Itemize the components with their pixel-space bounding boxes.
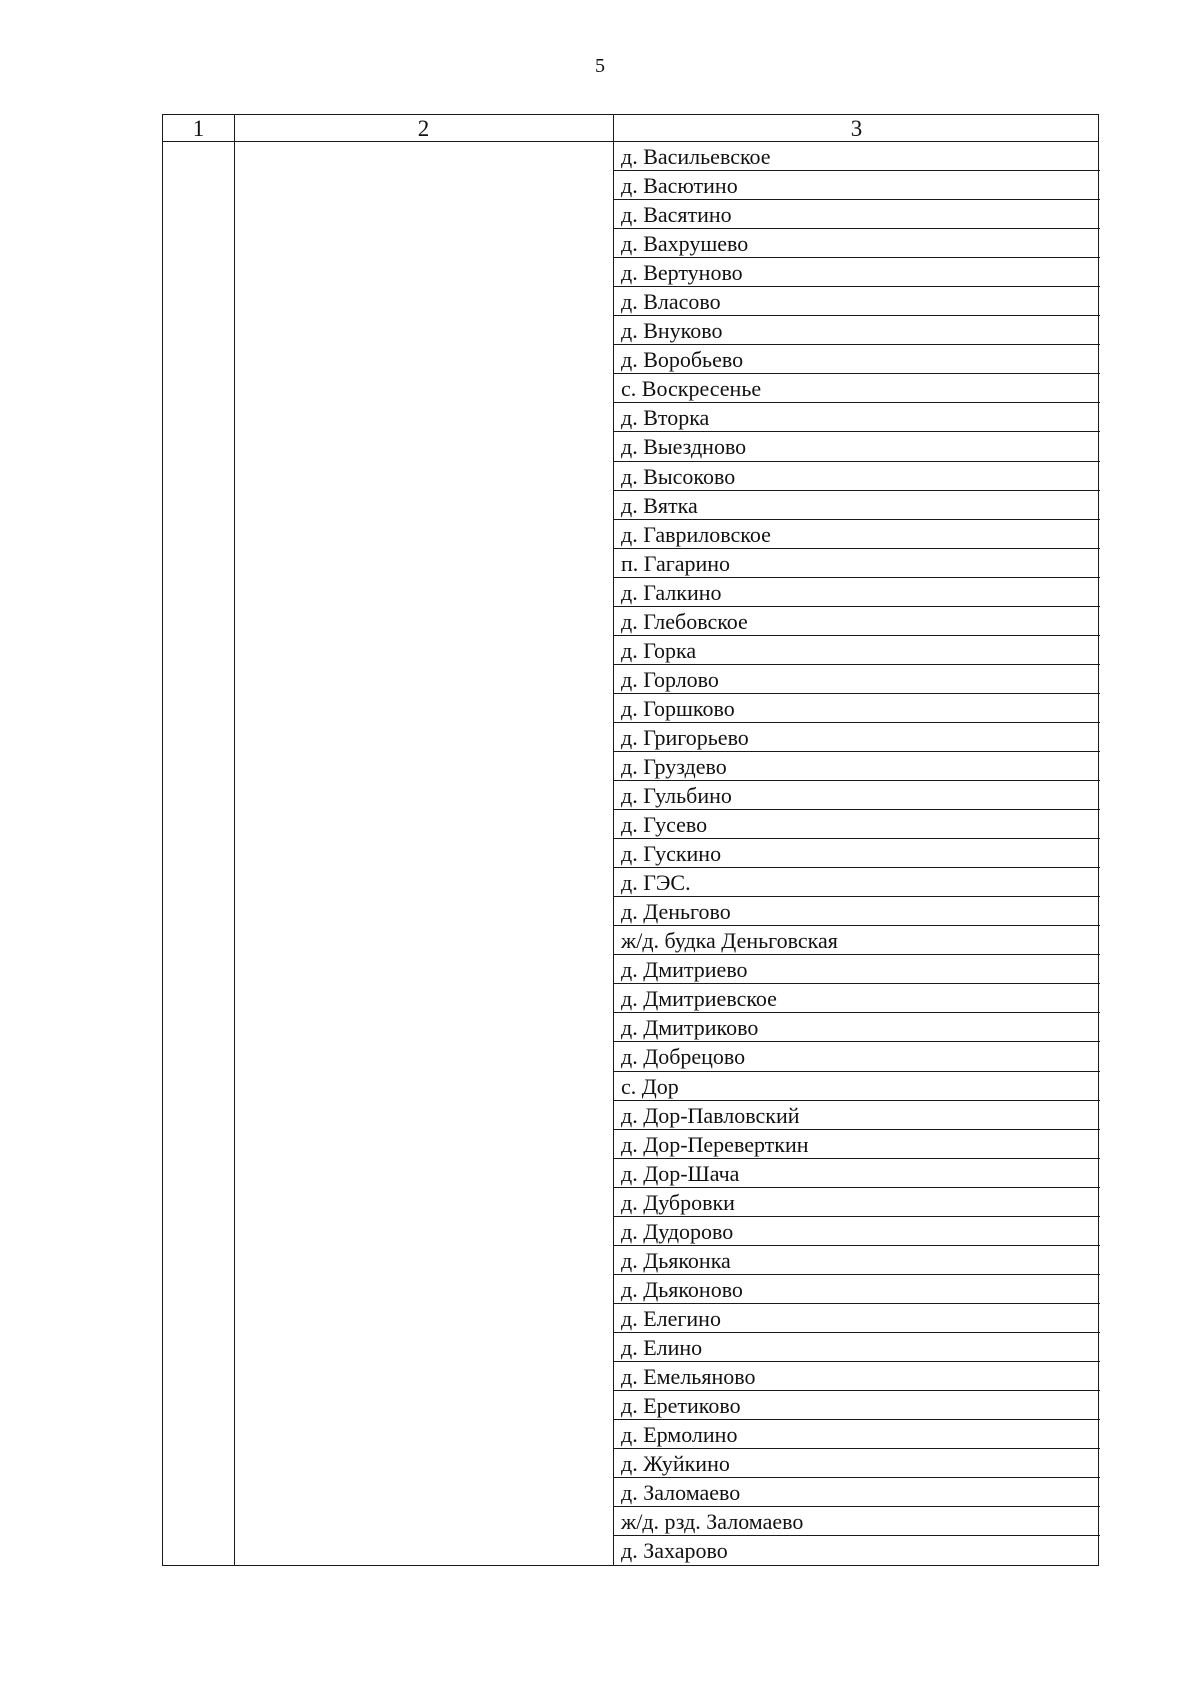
table-row: д. Елегино: [613, 1304, 1100, 1333]
table-row: д. Внуково: [613, 316, 1100, 345]
settlement-list: [613, 142, 1100, 1565]
table-row: с. Воскресенье: [613, 374, 1100, 403]
table-row: д. Гускино: [613, 839, 1100, 868]
table-row: д. Добрецово: [613, 1042, 1100, 1071]
table-row: д. Выездново: [613, 432, 1100, 461]
table-header-row: [163, 115, 1098, 142]
table-row: п. Гагарино: [613, 549, 1100, 578]
table-row: д. Галкино: [613, 578, 1100, 607]
table-row: д. Заломаево: [613, 1478, 1100, 1507]
table-row: д. Еретиково: [613, 1391, 1100, 1420]
table-row: д. Вторка: [613, 403, 1100, 432]
table-row: д. Дор-Переверткин: [613, 1130, 1100, 1159]
header-cell-1: 1: [192, 116, 205, 141]
table-row: д. Жуйкино: [613, 1449, 1100, 1478]
header-cell-2: 2: [417, 116, 430, 141]
table-row: д. Горшково: [613, 694, 1100, 723]
table-row: д. Емельяново: [613, 1362, 1100, 1391]
table-row: ж/д. рзд. Заломаево: [613, 1507, 1100, 1536]
settlements-table: [162, 114, 1099, 1566]
table-row: д. Власово: [613, 287, 1100, 316]
table-row: д. Дьяконка: [613, 1246, 1100, 1275]
table-row: д. Воробьево: [613, 345, 1100, 374]
table-row: д. Елино: [613, 1333, 1100, 1362]
table-row: д. Дмитриевское: [613, 984, 1100, 1013]
table-row: д. Дудорово: [613, 1217, 1100, 1246]
table-row: д. Дор-Шача: [613, 1159, 1100, 1188]
table-row: д. Гусево: [613, 810, 1100, 839]
table-row: д. Глебовское: [613, 607, 1100, 636]
table-row: д. Васютино: [613, 171, 1100, 200]
table-row: д. Деньгово: [613, 897, 1100, 926]
table-row: д. Дор-Павловский: [613, 1101, 1100, 1130]
table-row: д. Горка: [613, 636, 1100, 665]
table-row: д. Дьяконово: [613, 1275, 1100, 1304]
table-row: д. Ермолино: [613, 1420, 1100, 1449]
table-row: д. Гавриловское: [613, 520, 1100, 549]
table-row: д. ГЭС.: [613, 868, 1100, 897]
table-row: д. Вятка: [613, 491, 1100, 520]
table-row: д. Григорьево: [613, 723, 1100, 752]
table-row: д. Дубровки: [613, 1188, 1100, 1217]
header-cell-3: 3: [850, 116, 863, 141]
table-row: д. Захарово: [621, 1538, 728, 1564]
table-row: д. Гульбино: [613, 781, 1100, 810]
column-divider: [234, 115, 235, 1565]
table-row: д. Дмитриково: [613, 1013, 1100, 1042]
table-row: д. Вахрушево: [613, 229, 1100, 258]
table-row: с. Дор: [613, 1072, 1100, 1101]
table-row: д. Груздево: [613, 752, 1100, 781]
table-row: д. Васильевское: [613, 142, 1100, 171]
table-row: д. Горлово: [613, 665, 1100, 694]
table-row: ж/д. будка Деньговская: [613, 926, 1100, 955]
table-row: д. Вертуново: [613, 258, 1100, 287]
table-row: д. Высоково: [613, 462, 1100, 491]
table-row: д. Васятино: [613, 200, 1100, 229]
page-number: 5: [595, 55, 605, 77]
table-row: д. Дмитриево: [613, 955, 1100, 984]
